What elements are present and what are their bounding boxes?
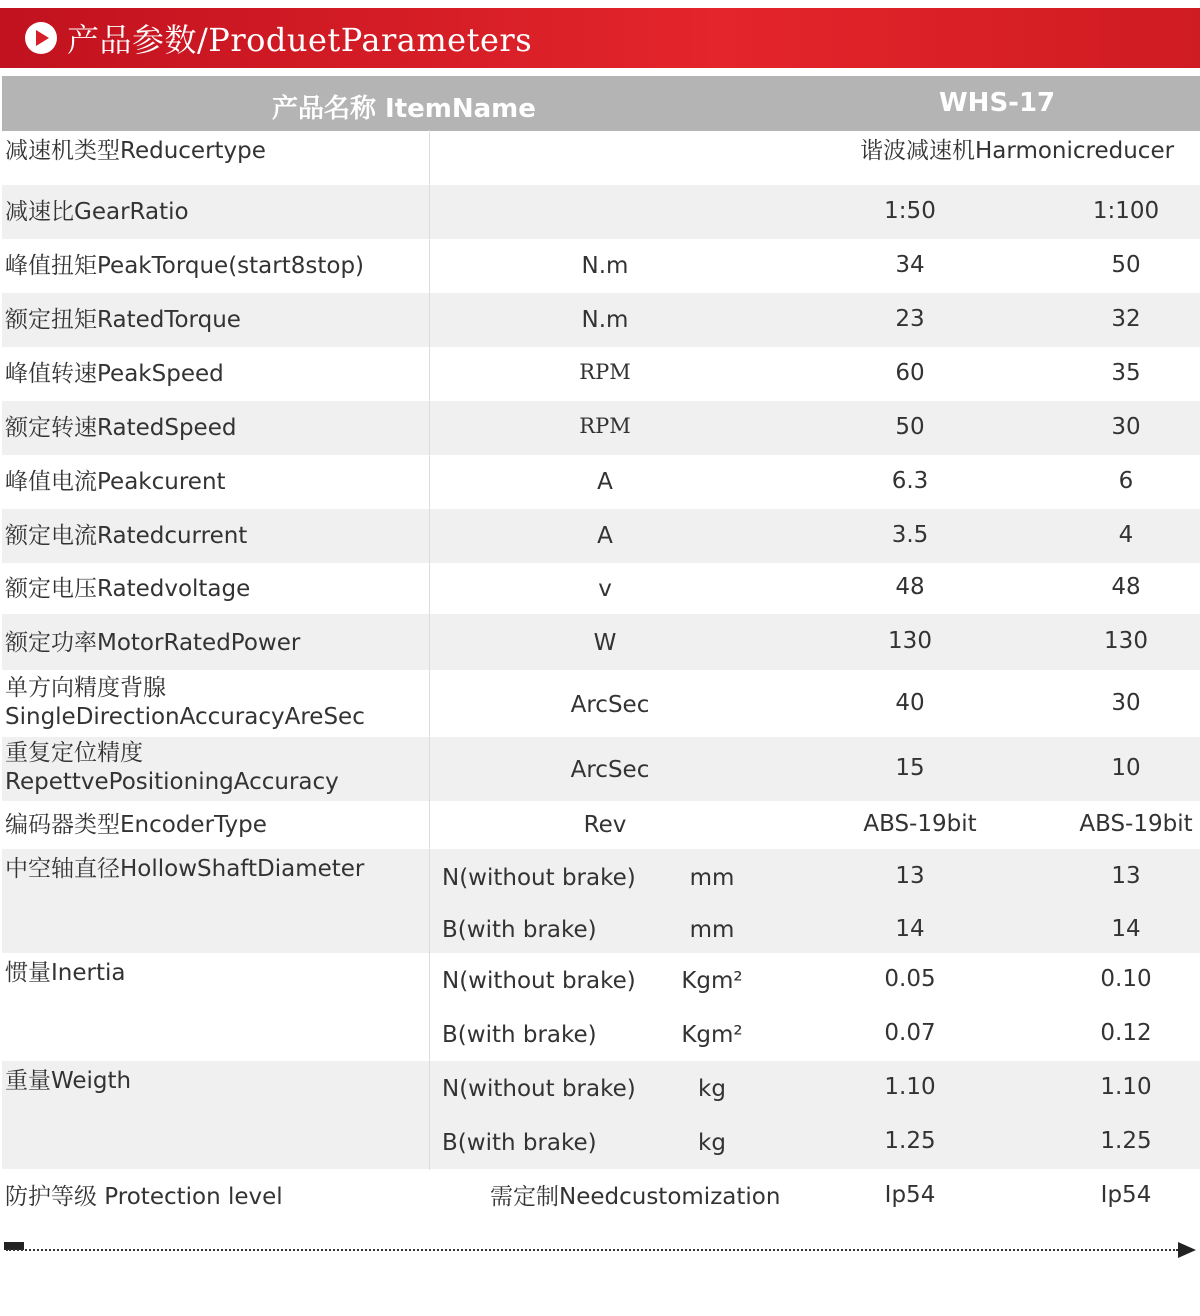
value-repeat-2: 10 — [1111, 755, 1141, 781]
label-rated-power: 额定功率MotorRatedPower — [5, 630, 301, 656]
inertia-b-name: B(with brake) — [442, 1022, 597, 1048]
inertia-b-value-2: 0.12 — [1100, 1020, 1152, 1046]
label-inertia: 惯量Inertia — [5, 960, 126, 986]
unit-rated-voltage: v — [598, 576, 612, 602]
label-peak-current: 峰值电流Peakcurent — [5, 469, 226, 495]
label-rated-voltage: 额定电压Ratedvoltage — [5, 576, 251, 602]
play-circle-icon — [25, 22, 57, 54]
weight-n-value-2: 1.10 — [1100, 1074, 1152, 1100]
unit-encoder: Rev — [583, 812, 627, 838]
unit-accuracy: ArcSec — [570, 692, 650, 718]
value-rated-current-2: 4 — [1118, 522, 1134, 548]
value-peak-speed-2: 35 — [1111, 360, 1141, 386]
unit-peak-current: A — [597, 469, 613, 495]
hollow-b-value-1: 14 — [895, 916, 925, 942]
label-accuracy-cn: 单方向精度背腺 — [5, 675, 166, 701]
label-gear-ratio: 减速比GearRatio — [5, 199, 189, 225]
inertia-n-unit: Kgm² — [681, 968, 743, 994]
value-rated-voltage-2: 48 — [1111, 574, 1141, 600]
value-rated-voltage-1: 48 — [895, 574, 925, 600]
value-rated-torque-1: 23 — [895, 306, 925, 332]
value-rated-current-1: 3.5 — [891, 522, 929, 548]
unit-rated-power: W — [593, 630, 617, 656]
value-repeat-1: 15 — [895, 755, 925, 781]
value-peak-speed-1: 60 — [895, 360, 925, 386]
unit-rated-current: A — [597, 523, 613, 549]
value-accuracy-1: 40 — [895, 690, 925, 716]
header-model: WHS-17 — [939, 88, 1056, 118]
value-protection-1: Ip54 — [884, 1182, 936, 1208]
value-rated-speed-1: 50 — [895, 414, 925, 440]
label-weight: 重量Weigth — [5, 1068, 132, 1094]
label-encoder: 编码器类型EncoderType — [5, 812, 267, 838]
unit-peak-torque: N.m — [581, 253, 629, 279]
label-repeat-en: RepettvePositioningAccuracy — [5, 769, 339, 795]
unit-protection: 需定制Needcustomization — [490, 1184, 781, 1210]
section-title: 产品参数/ProduetParameters — [67, 21, 533, 59]
inertia-b-unit: Kgm² — [681, 1022, 743, 1048]
value-rated-power-2: 130 — [1104, 628, 1148, 654]
weight-n-value-1: 1.10 — [884, 1074, 936, 1100]
value-peak-current-2: 6 — [1118, 468, 1134, 494]
value-rated-power-1: 130 — [888, 628, 932, 654]
unit-rated-speed: RPM — [579, 414, 631, 438]
inertia-b-value-1: 0.07 — [884, 1020, 936, 1046]
value-rated-torque-2: 32 — [1111, 306, 1141, 332]
label-accuracy-en: SingleDirectionAccuracyAreSec — [5, 704, 365, 730]
unit-rated-torque: N.m — [581, 307, 629, 333]
hollow-n-value-2: 13 — [1111, 863, 1141, 889]
label-protection: 防护等级 Protection level — [5, 1184, 283, 1210]
footer-dotted-line — [6, 1249, 1178, 1251]
hollow-b-name: B(with brake) — [442, 917, 597, 943]
weight-b-value-2: 1.25 — [1100, 1128, 1152, 1154]
label-peak-speed: 峰值转速PeakSpeed — [5, 361, 224, 387]
weight-n-unit: kg — [698, 1076, 726, 1102]
value-gear-ratio-2: 1:100 — [1092, 198, 1160, 224]
label-rated-current: 额定电流Ratedcurrent — [5, 523, 248, 549]
unit-repeat: ArcSec — [570, 757, 650, 783]
value-gear-ratio-1: 1:50 — [884, 198, 936, 224]
label-reducer-type: 减速机类型Reducertype — [5, 138, 266, 164]
weight-b-unit: kg — [698, 1130, 726, 1156]
value-peak-current-1: 6.3 — [891, 468, 929, 494]
hollow-n-unit: mm — [689, 865, 735, 891]
header-item-name: 产品名称 ItemName — [272, 94, 536, 124]
weight-b-value-1: 1.25 — [884, 1128, 936, 1154]
value-accuracy-2: 30 — [1111, 690, 1141, 716]
label-rated-torque: 额定扭矩RatedTorque — [5, 307, 241, 333]
value-peak-torque-2: 50 — [1111, 252, 1141, 278]
label-rated-speed: 额定转速RatedSpeed — [5, 415, 237, 441]
label-repeat-cn: 重复定位精度 — [5, 740, 143, 766]
value-protection-2: Ip54 — [1100, 1182, 1152, 1208]
value-rated-speed-2: 30 — [1111, 414, 1141, 440]
value-peak-torque-1: 34 — [895, 252, 925, 278]
inertia-n-value-1: 0.05 — [884, 966, 936, 992]
hollow-b-value-2: 14 — [1111, 916, 1141, 942]
weight-n-name: N(without brake) — [442, 1076, 636, 1102]
inertia-n-value-2: 0.10 — [1100, 966, 1152, 992]
label-peak-torque: 峰值扭矩PeakTorque(start8stop) — [5, 253, 365, 279]
value-reducer-type: 谐波减速机Harmonicreducer — [860, 138, 1175, 164]
weight-b-name: B(with brake) — [442, 1130, 597, 1156]
value-encoder-1: ABS-19bit — [863, 811, 977, 837]
value-encoder-2: ABS-19bit — [1079, 811, 1193, 837]
inertia-n-name: N(without brake) — [442, 968, 636, 994]
hollow-n-value-1: 13 — [895, 863, 925, 889]
label-hollow-shaft: 中空轴直径HollowShaftDiameter — [5, 856, 365, 882]
hollow-n-name: N(without brake) — [442, 865, 636, 891]
section-banner — [0, 8, 1200, 68]
arrow-right-icon — [1178, 1242, 1196, 1258]
hollow-b-unit: mm — [689, 917, 735, 943]
table-header — [2, 76, 1200, 131]
unit-peak-speed: RPM — [579, 360, 631, 384]
